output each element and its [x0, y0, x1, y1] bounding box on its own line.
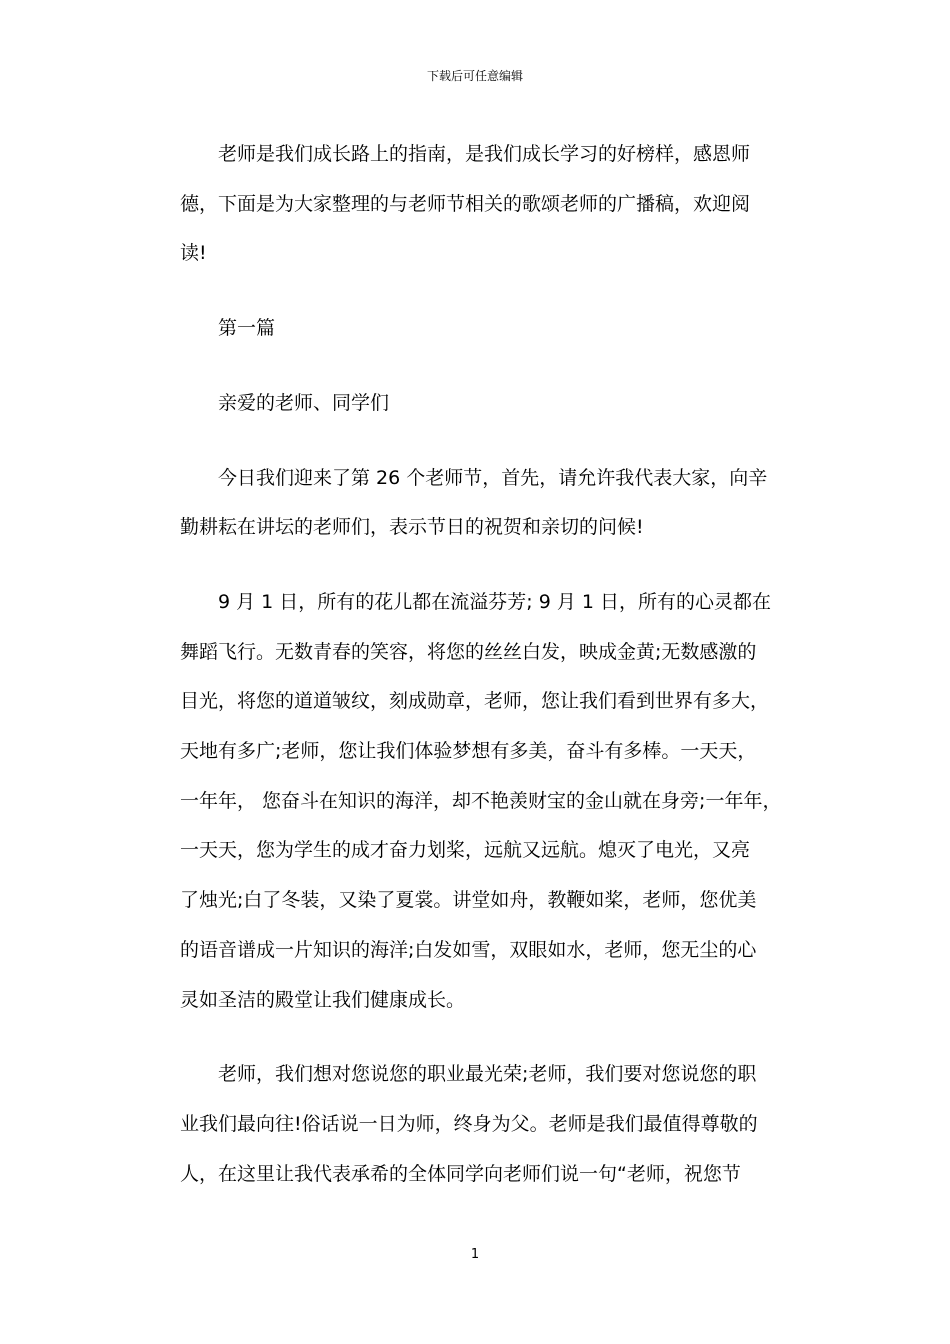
paragraph-line: 一天天，您为学生的成才奋力划桨，远航又远航。熄灭了电光，又亮 [180, 839, 751, 862]
paragraph-main [180, 578, 782, 1025]
paragraph-line: 老师，我们想对您说您的职业最光荣;老师，我们要对您说您的职 [218, 1063, 757, 1086]
document-body [180, 130, 782, 1199]
paragraph-line: 目光，将您的道道皱纹，刻成勋章，老师，您让我们看到世界有多大， [180, 690, 770, 713]
paragraph-salutation [180, 379, 775, 429]
paragraph-closing [180, 1050, 775, 1199]
paragraph-gap [180, 354, 775, 379]
paragraph-line: 亲爱的老师、同学们 [218, 391, 390, 414]
paragraph-line: 业我们最向往!俗话说一日为师，终身为父。老师是我们最值得尊敬的 [180, 1112, 758, 1135]
section-title [180, 304, 775, 354]
paragraph-line: 第一篇 [218, 317, 276, 340]
paragraph-line: 9 月 1 日，所有的花儿都在流溢芬芳; 9 月 1 日，所有的心灵都在 [218, 590, 772, 613]
paragraph-gap [180, 429, 775, 454]
page-header: 下载后可任意编辑 [426, 69, 523, 83]
paragraph-gap [180, 1025, 775, 1050]
paragraph-line: 人，在这里让我代表承希的全体同学向老师们说一句“老师，祝您节 [180, 1162, 741, 1185]
paragraph-gap [180, 553, 775, 578]
paragraph-line: 今日我们迎来了第 26 个老师节，首先，请允许我代表大家，向辛 [218, 466, 768, 489]
paragraph-line: 德，下面是为大家整理的与老师节相关的歌颂老师的广播稿，欢迎阅 [180, 192, 751, 215]
paragraph-greeting [180, 454, 775, 553]
paragraph-gap [180, 279, 775, 304]
paragraph-line: 老师是我们成长路上的指南，是我们成长学习的好榜样，感恩师 [218, 143, 751, 165]
paragraph-line: 一年年， 您奋斗在知识的海洋，却不艳羡财宝的金山就在身旁;一年年， [180, 789, 782, 812]
paragraph-line: 舞蹈飞行。无数青春的笑容，将您的丝丝白发，映成金黄;无数感激的 [180, 640, 757, 663]
paragraph-line: 的语音谱成一片知识的海洋;白发如雪，双眼如水，老师，您无尘的心 [180, 938, 757, 961]
paragraph-line: 了烛光;白了冬装，又染了夏裳。讲堂如舟，教鞭如桨，老师，您优美 [180, 889, 757, 912]
paragraph-line: 天地有多广;老师，您让我们体验梦想有多美，奋斗有多棒。一天天， [180, 740, 757, 763]
paragraph-line: 读! [180, 242, 207, 265]
page-number: 1 [470, 1247, 480, 1262]
paragraph-intro [180, 130, 775, 279]
paragraph-line: 灵如圣洁的殿堂让我们健康成长。 [180, 988, 466, 1011]
paragraph-line: 勤耕耘在讲坛的老师们，表示节日的祝贺和亲切的问候! [180, 516, 644, 539]
